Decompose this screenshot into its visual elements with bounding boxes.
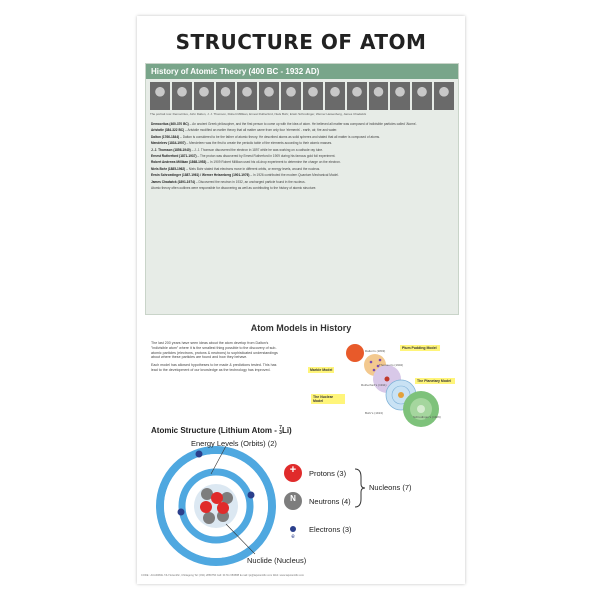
portrait-image	[303, 82, 323, 110]
portrait-image	[172, 82, 192, 110]
electrons-label: Electrons (3)	[309, 525, 352, 534]
proton	[200, 501, 212, 513]
intro-paragraph: Each model has allowed hypotheses to be made & predictions tested. This has lead to the development of our knowledge as the technology has improved.	[151, 363, 277, 372]
entry-name: Democritus (460-370 BC)	[151, 122, 189, 126]
entry-text: The proton was discovered by Ernest Rutherford in 1909 during his famous gold foil experiment.	[200, 154, 336, 159]
entry-name: Aristotle (384-322 BC)	[151, 128, 185, 133]
portrait-image	[216, 82, 236, 110]
entry-text: Niels Bohr stated that electrons move in different orbits, or energy levels, around the nucleus.	[188, 166, 321, 171]
history-entry: Ernest Rutherford (1871-1937) – The proton was discovered by Ernest Rutherford in 1909 during his famous gold foil experiment.	[151, 154, 336, 159]
entry-name: Robert Andrews Millikan (1868-1953)	[151, 160, 207, 165]
protons-label: Protons (3)	[309, 469, 347, 478]
bohr-label: Bohr's (1913)	[365, 411, 383, 415]
history-entry: Aristotle (384-322 BC) – Aristotle modified an earlier theory that all matter came from only four 'elements' - earth, air, fire and water.	[151, 128, 338, 133]
history-entries	[146, 120, 458, 194]
dalton-label: Dalton's (1803)	[365, 349, 386, 353]
history-entry: Democritus (460-370 BC) – An ancient Greek philosopher, and the first person to come up with the idea of atom. He believed all matter was composed of indivisible particles called 'Atoms'.	[151, 122, 417, 126]
portrait-image	[194, 82, 214, 110]
history-entry: Robert Andrews Millikan (1868-1953) – In 1909 Robert Millikan used his oil-drop experiment to determine the charge on the electron.	[151, 160, 341, 165]
lithium-atom-diagram	[151, 446, 281, 566]
neutron-symbol: N	[290, 494, 296, 503]
electron	[248, 492, 255, 499]
portrait-image	[325, 82, 345, 110]
history-entry: James Chadwick (1891-1974) – Discovered the neutron in 1932, an uncharged particle found in the nucleus.	[151, 179, 306, 184]
entry-name: Mendeleev (1834-1907)	[151, 141, 186, 146]
atom-models-section	[145, 321, 457, 571]
portrait-image	[347, 82, 367, 110]
entry-name: Niels Bohr (1885-1962)	[151, 166, 186, 171]
planetary-model-label: The Planetary Model	[415, 378, 455, 384]
portrait-row	[146, 79, 458, 112]
energy-levels-label: Energy Levels (Orbits) (2)	[191, 439, 277, 448]
history-entry: J. J. Thomson (1856-1940) – J. J. Thomson discovered the electron in 1897 while he was working on a cathode ray tube.	[151, 147, 323, 152]
portrait-image	[390, 82, 410, 110]
element-symbol: Li)	[281, 426, 292, 436]
nuclear-model-label: The Nuclear Model	[311, 394, 345, 404]
portrait-image	[281, 82, 301, 110]
entry-text: In 1926 contributed the modern Quantum Mechanical Model.	[253, 173, 339, 178]
proton-symbol: +	[289, 464, 297, 476]
entry-text: J. J. Thomson discovered the electron in 1897 while he was working on a cathode ray tube.	[194, 147, 323, 152]
history-closing: Atomic theory often outlines were responsible for discovering as well as contributing to the history of atomic structure.	[151, 186, 317, 191]
intro-paragraph: The last 200 years have seen ideas about the atom develop from Dalton's "indivisible atom" where it is the smallest thing possible to the discovery of sub-atomic particles (electrons, protons & neutrons) to sophisticated understandings about where these particles are found and how they behave.	[151, 341, 278, 360]
proton	[211, 492, 223, 504]
nucleons-label: Nucleons (7)	[369, 483, 412, 492]
poster	[137, 16, 465, 584]
thomson-label: Thomson's (1904)	[379, 363, 404, 367]
entry-text: In 1909 Robert Millikan used his oil-drop experiment to determine the charge on the electron.	[209, 160, 341, 165]
portrait-image	[150, 82, 170, 110]
page-title: STRUCTURE OF ATOM	[175, 30, 427, 54]
neutron	[203, 512, 215, 524]
portrait-image	[369, 82, 389, 110]
portrait-image	[412, 82, 432, 110]
poster-footer: CODE : ACAD084L T&J Scientific, Chittagong Tel: (031) 2866756 Cell: 01711 683588 E-mail: tjs@tajscientific.com Web: www.tajscientific.com	[141, 574, 305, 577]
structure-title	[151, 426, 292, 436]
entry-text: Dalton is considered to be the father of atomic theory. He described atoms as solid spheres and stated that all matter is composed of atoms.	[182, 134, 381, 139]
mass-number: 7	[279, 425, 282, 431]
history-entry: Erwin Schroedinger (1887-1961) / Werner Heisenberg (1901-1976) – In 1926 contributed the modern Quantum Mechanical Model.	[151, 173, 339, 178]
entry-name: James Chadwick (1891-1974)	[151, 179, 195, 184]
models-heading: Atom Models in History	[250, 323, 352, 333]
nucleons-brace	[353, 467, 367, 509]
entry-name: Dalton (1766-1844)	[151, 134, 180, 139]
rutherford-label: Rutherford's (1911)	[361, 383, 387, 387]
entry-text: Discovered the neutron in 1932, an uncharged particle found in the nucleus.	[198, 179, 306, 184]
history-entry: Dalton (1766-1844) – Dalton is considered to be the father of atomic theory. He described atoms as solid spheres and stated that all matter is composed of atoms.	[151, 134, 381, 139]
proton	[217, 502, 229, 514]
entry-name: J. J. Thomson (1856-1940)	[151, 147, 191, 152]
marble-model-label: Marble Model	[310, 368, 333, 372]
neutrons-label: Neutrons (4)	[309, 497, 351, 506]
history-entry: Mendeleev (1834-1907) – Mendeleev was the first to create the periodic table of the elements according to their atomic masses.	[151, 141, 333, 146]
history-heading: History of Atomic Theory (400 BC - 1932 AD)	[146, 64, 458, 79]
nuclide-label: Nuclide (Nucleus)	[247, 556, 307, 565]
history-panel	[145, 63, 459, 315]
atomic-number: 3	[279, 430, 282, 436]
plum-pudding-model-label: Plum Pudding Model	[400, 345, 440, 351]
portrait-image	[237, 82, 257, 110]
entry-name: Erwin Schroedinger (1887-1961) / Werner Heisenberg (1901-1976)	[151, 173, 250, 178]
portrait-caption: The portrait row: Democritus, John Dalton, J. J. Thomson, Robert Millikan, Ernest Rutherford, Niels Bohr, Erwin Schrodinger, Werner Heisenberg, James Chadwick	[150, 112, 367, 116]
models-intro	[151, 341, 281, 376]
electron-legend-icon	[290, 526, 296, 532]
portrait-image	[434, 82, 454, 110]
electron	[178, 509, 185, 516]
dalton-model-sphere	[346, 344, 364, 362]
entry-text: Aristotle modified an earlier theory that all matter came from only four 'elements' - earth, air, fire and water.	[187, 128, 338, 133]
entry-name: Ernest Rutherford (1871-1937)	[151, 154, 197, 159]
electron-symbol: e	[291, 534, 295, 540]
electron	[196, 451, 203, 458]
entry-text: An ancient Greek philosopher, and the first person to come up with the idea of atom. He believed all matter was composed of indivisible particles called 'Atoms'.	[192, 122, 417, 126]
history-entry: Niels Bohr (1885-1962) – Niels Bohr stated that electrons move in different orbits, or energy levels, around the nucleus.	[151, 166, 321, 171]
structure-title-text: Atomic Structure (Lithium Atom -	[151, 426, 280, 436]
schrodinger-label: Schrodinger's (1926)	[413, 415, 441, 419]
entry-text: Mendeleev was the first to create the periodic table of the elements according to their atomic masses.	[189, 141, 333, 146]
portrait-image	[259, 82, 279, 110]
